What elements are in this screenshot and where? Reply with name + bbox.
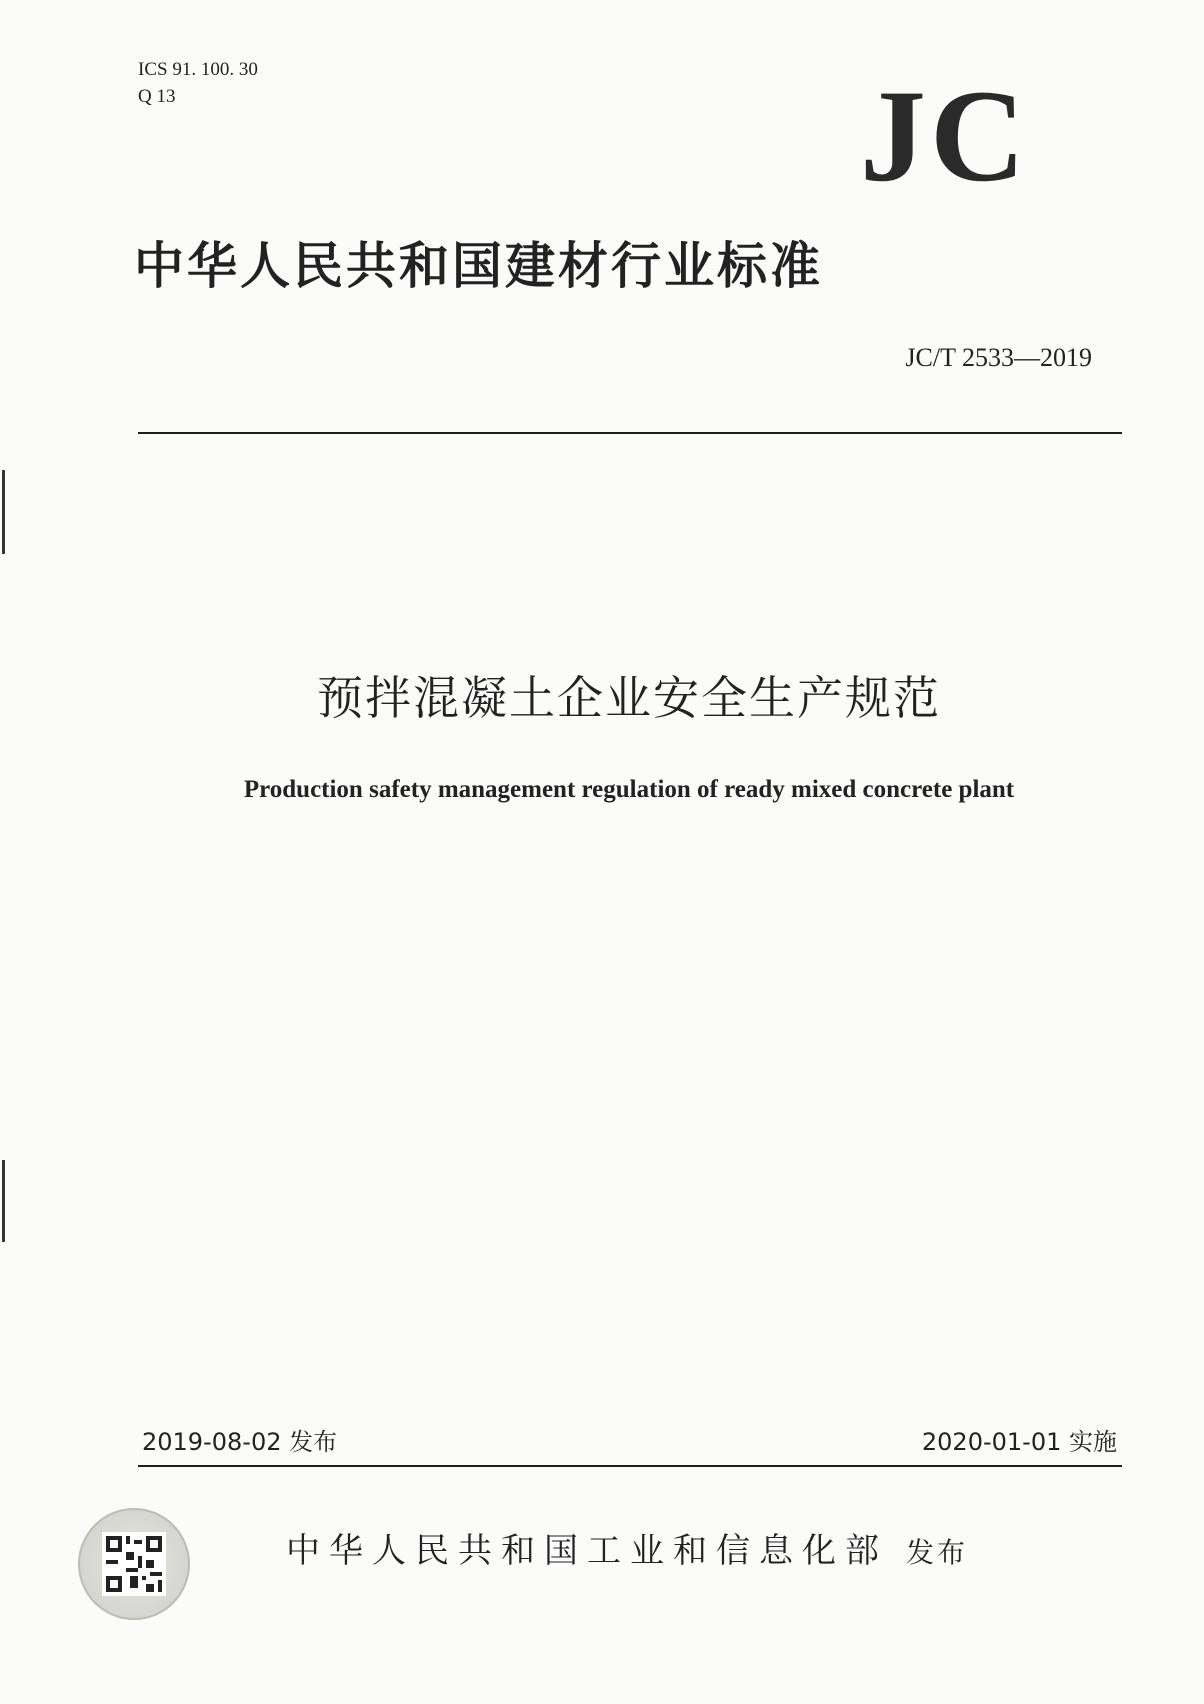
ics-code: ICS 91. 100. 30 xyxy=(138,59,258,80)
publisher-verb: 发布 xyxy=(906,1536,969,1569)
issue-date: 2019-08-02 发布 xyxy=(142,1428,338,1456)
scan-edge-mark-top xyxy=(2,470,5,554)
effective-date: 2020-01-01 实施 xyxy=(921,1428,1117,1456)
classification-block xyxy=(138,56,258,110)
industry-standard-heading: 中华人民共和国建材行业标准 xyxy=(134,236,823,295)
header-divider xyxy=(138,432,1122,434)
qr-code-seal-icon xyxy=(78,1508,190,1620)
document-title-english: Production safety management regulation of ready mixed concrete plant xyxy=(243,776,1015,803)
standard-number: JC/T 2533—2019 xyxy=(905,343,1092,372)
standard-logo: JC xyxy=(860,62,1030,209)
scan-edge-mark-bottom xyxy=(2,1160,5,1242)
publisher-name: 中华人民共和国工业和信息化部 xyxy=(286,1531,888,1571)
ccs-code: Q 13 xyxy=(138,86,176,107)
footer-divider xyxy=(138,1465,1122,1467)
qr-code-icon xyxy=(102,1532,166,1596)
publisher xyxy=(286,1523,968,1572)
document-title-chinese: 预拌混凝土企业安全生产规范 xyxy=(317,671,941,725)
